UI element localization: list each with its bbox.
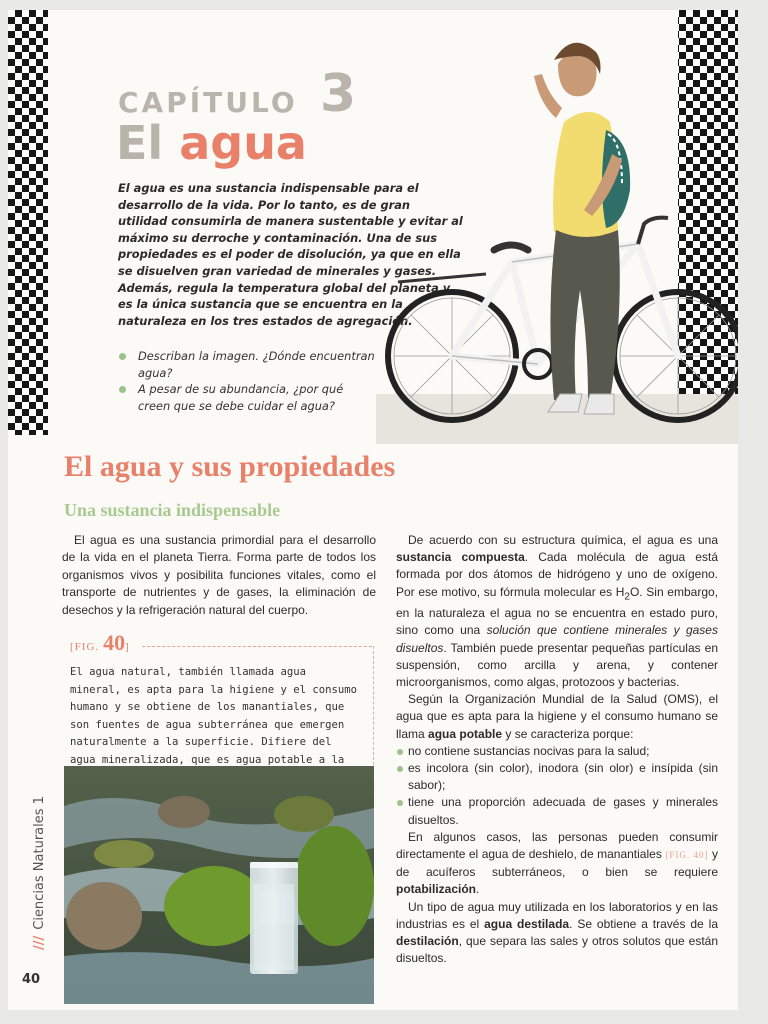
book-side-label [16,770,56,950]
book-page [8,10,738,1010]
paragraph-chemical-structure: De acuerdo con su estructura química, el agua es una sustancia compuesta. Cada molécula de agua está formada por dos átomos de hidrógeno y uno de oxígeno. Por ese motivo, su fórmula molecular es $H_2O$. Sin embargo, en la naturaleza el agua no se encuentra en estado puro, sino como una solución que contiene minerales y gases disueltos. También puede presentar pequeñas partículas en suspensión, como arcilla y arena, y contener microorganismos, como algas, protozoos y bacterias. [396,533,719,690]
chapter-number: 3 [320,64,357,124]
paragraph-direct-consumption: En algunos casos, las personas pueden consumir directamente el agua de deshielo, de manantiales [FIG. 40] y de acuíferos subterráneos, o bien se requiere potabilización. [396,829,718,897]
chapter-title-word1: El [116,116,164,170]
question-item: Describan la imagen. ¿Dónde encuentran agua? [118,348,378,381]
question-item: A pesar de su abundancia, ¿por qué creen que se debe cuidar el agua? [118,381,378,414]
slashes-decoration: /// [32,935,47,950]
chapter-label: CAPÍTULO [118,86,298,119]
spring-water-glass-image [64,766,374,1004]
figure-reference: [FIG. 40] [665,850,709,861]
left-column-paragraph: El agua es una sustancia primordial para el desarrollo de la vida en el planeta Tierra. Forma parte de todos los organismos vivos y posibilita funciones vitales, como el transporte de nutrientes y de gases, la eliminación de desechos y la refrigeración natural del cuerpo. [62,533,376,617]
section-title: El agua y sus propiedades [64,450,396,483]
chapter-title [116,116,307,170]
bullet-dot-icon [119,386,126,393]
figure-40-box [62,630,374,772]
figure-dashed-border [373,646,374,770]
section-subtitle: Una sustancia indispensable [64,500,281,520]
woman-with-bicycle-image [376,34,738,444]
discussion-questions [118,348,378,414]
figure-caption: El agua natural, también llamada agua mineral, es apta para la higiene y el consumo humano y se obtiene de los manantiales, que son fuentes de agua subterránea que emergen naturalmente a la superficie. Difiere del agua mineralizada, que es agua potable a la [70,666,358,766]
right-column [396,532,718,967]
figure-label: [FIG. 40] [70,630,130,655]
chapter-title-word2: agua [179,116,307,170]
book-title: Ciencias Naturales 1 [32,796,47,930]
list-item: no contiene sustancias nocivas para la salud; [396,743,718,760]
figure-dashed-rule [142,646,372,647]
list-item: es incolora (sin color), inodora (sin olor) e insípida (sin sabor); [396,760,718,794]
page-number: 40 [22,972,41,987]
bullet-dot-icon [119,353,126,360]
potable-water-characteristics [396,743,718,829]
paragraph-oms: Según la Organización Mundial de la Salud (OMS), el agua que es apta para la higiene y el consumo humano se llama agua potable y se caracteriza porque: [396,692,718,741]
paragraph-distilled-water: Un tipo de agua muy utilizada en los laboratorios y en las industrias es el agua destilada. Se obtiene a través de la destilación, que separa las sales y otros solutos que están disueltos. [396,899,718,966]
chapter-intro: El agua es una sustancia indispensable para el desarrollo de la vida. Por lo tanto, es de gran utilidad consumirla de manera sustentable y evitar al máximo su derroche y contaminación. Una de sus propiedades es el poder de disolución, ya que en ella se disuelven gran variedad de minerales y gases. Además, regula la temperatura global del planeta y es la única sustancia que se encuentra en la naturaleza en los tres estados de agregación. [118,181,463,328]
list-item: tiene una proporción adecuada de gases y minerales disueltos. [396,794,718,828]
